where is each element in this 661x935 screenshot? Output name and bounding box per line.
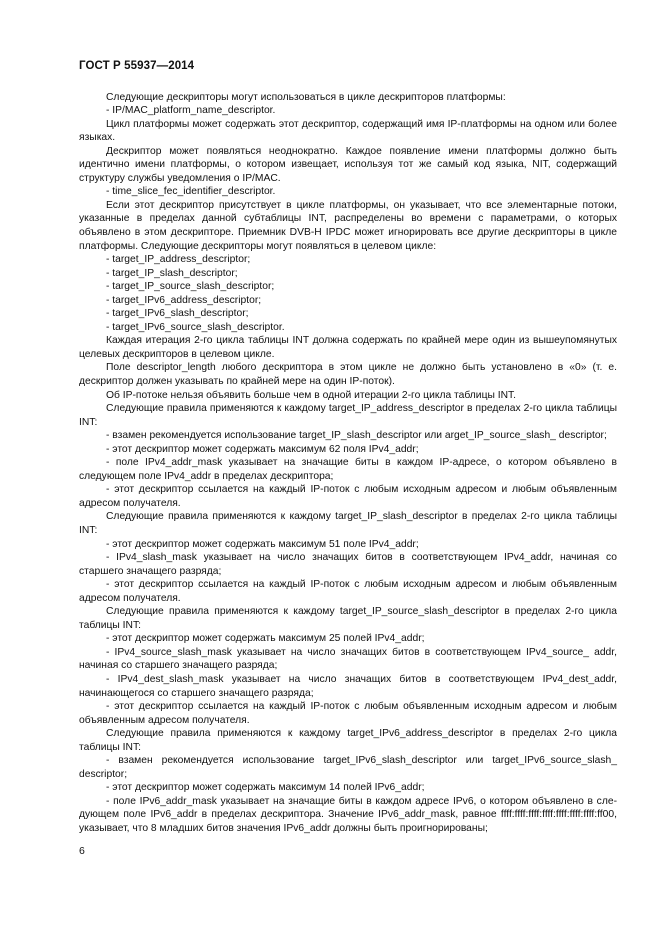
paragraph: - этот дескриптор ссылается на каждый IP-поток с любым исходным адресом и любым объявленным адресом получателя.: [79, 579, 617, 604]
paragraph: - взамен рекомендуется использование target_IPv6_slash_descriptor или target_IPv6_source_slash_ descriptor;: [79, 755, 617, 780]
paragraph: - этот дескриптор ссылается на каждый IP-поток с любым объявленным исходным адресом и любым объявленным адресом получателя.: [79, 701, 617, 726]
list-item: - target_IPv6_slash_descriptor;: [106, 308, 249, 320]
paragraph: Следующие дескрипторы могут использоваться в цикле дескрипторов платформы:: [106, 91, 506, 103]
list-item: - IP/MAC_platform_name_descriptor.: [106, 105, 276, 117]
paragraph: - IPv4_source_slash_mask указывает на число значащих битов в соответствующем IPv4_source_ addr, начиная со старшего значащего разряда;: [79, 646, 617, 672]
standard-header: ГОСТ Р 55937—2014: [79, 60, 195, 72]
paragraph: - этот дескриптор может содержать максимум 25 полей IPv4_addr;: [106, 633, 425, 645]
document-body: [79, 91, 617, 836]
paragraph: Каждая итерация 2-го цикла таблицы INT должна содержать по крайней мере один из вышеупомянутых целевых дескрипторов в целевом цикле.: [79, 335, 617, 360]
paragraph: Цикл платформы может содержать этот дескриптор, содержащий имя IP-платформы на одном или более языках.: [79, 118, 617, 144]
paragraph: Поле descriptor_length любого дескриптора в этом цикле не должно быть установлено в «0» (т. е. дескриптор должен указывать по крайней мере на один IP-поток).: [79, 362, 617, 387]
list-item: - time_slice_fec_identifier_descriptor.: [106, 186, 276, 198]
paragraph: Следующие правила применяются к каждому target_IP_source_slash_descriptor в пределах 2-го цикла таблицы INT:: [79, 606, 617, 631]
paragraph: - поле IPv6_addr_mask указывает на значащие биты в каждом адресе IPv6, о котором объявлено в следующем поле IPv6_addr в пределах дескриптора. Значение IPv6_addr_mask, равное ffff:ffff:ffff:ffff:ffff:ffff:ffff:ff00, указывает, что 8 младших битов значения IPv6_addr должны быть проигнорированы;: [79, 795, 617, 835]
paragraph: Если этот дескриптор присутствует в цикле платформы, он указывает, что все элементарные потоки, указанные в пределах данной субтаблицы INT, распределены во времени с параметрами, о которых объявлено в этом дескрипторе. Приемник DVB-H IPDC может игнорировать все другие дескрипторы в цикле платформы. Следующие дескрипторы могут появляться в целевом цикле:: [79, 199, 617, 252]
paragraph: Дескриптор может появляться неоднократно. Каждое появление имени платформы должно быть идентично имени платформы, о котором извещает, используя тот же самый код языка, NIT, содержащий структуру службы уведомления о IP/MAC.: [79, 145, 617, 184]
page-number: 6: [79, 845, 85, 857]
paragraph: Следующие правила применяются к каждому target_IP_address_descriptor в пределах 2-го цикла таблицы INT:: [79, 403, 617, 428]
paragraph: - взамен рекомендуется использование target_IP_slash_descriptor или arget_IP_source_slash_ descriptor;: [106, 430, 607, 442]
paragraph: - этот дескриптор может содержать максимум 14 полей IPv6_addr;: [106, 782, 425, 794]
list-item: - target_IP_slash_descriptor;: [106, 267, 238, 279]
list-item: - target_IPv6_source_slash_descriptor.: [106, 321, 285, 333]
paragraph: - этот дескриптор ссылается на каждый IP-поток с любым исходным адресом и любым объявленным адресом получателя.: [79, 484, 617, 509]
list-item: - target_IP_address_descriptor;: [106, 254, 251, 266]
paragraph: Об IP-потоке нельзя объявить больше чем в одной итерации 2-го цикла таблицы INT.: [106, 389, 517, 401]
paragraph: - IPv4_slash_mask указывает на число значащих битов в соответствующем IPv4_addr, начиная со старшего значащего разряда;: [79, 552, 617, 577]
list-item: - target_IP_source_slash_descriptor;: [106, 281, 275, 293]
paragraph: Следующие правила применяются к каждому target_IPv6_address_descriptor в пределах 2-го цикла таблицы INT:: [79, 728, 617, 753]
paragraph: - IPv4_dest_slash_mask указывает на число значащих битов в соответствующем IPv4_dest_addr, начинающегося со старшего значащего разряда;: [79, 674, 617, 699]
paragraph: - поле IPv4_addr_mask указывает на значащие биты в каждом IP-адресе, о котором объявлено в следующем поле IPv4_addr в пределах дескриптора;: [79, 457, 617, 482]
paragraph: - этот дескриптор может содержать максимум 51 поле IPv4_addr;: [106, 538, 419, 550]
paragraph: - этот дескриптор может содержать максимум 62 поля IPv4_addr;: [106, 443, 419, 455]
paragraph: Следующие правила применяются к каждому target_IP_slash_descriptor в пределах 2-го цикла таблицы INT:: [79, 511, 617, 536]
list-item: - target_IPv6_address_descriptor;: [106, 294, 262, 306]
